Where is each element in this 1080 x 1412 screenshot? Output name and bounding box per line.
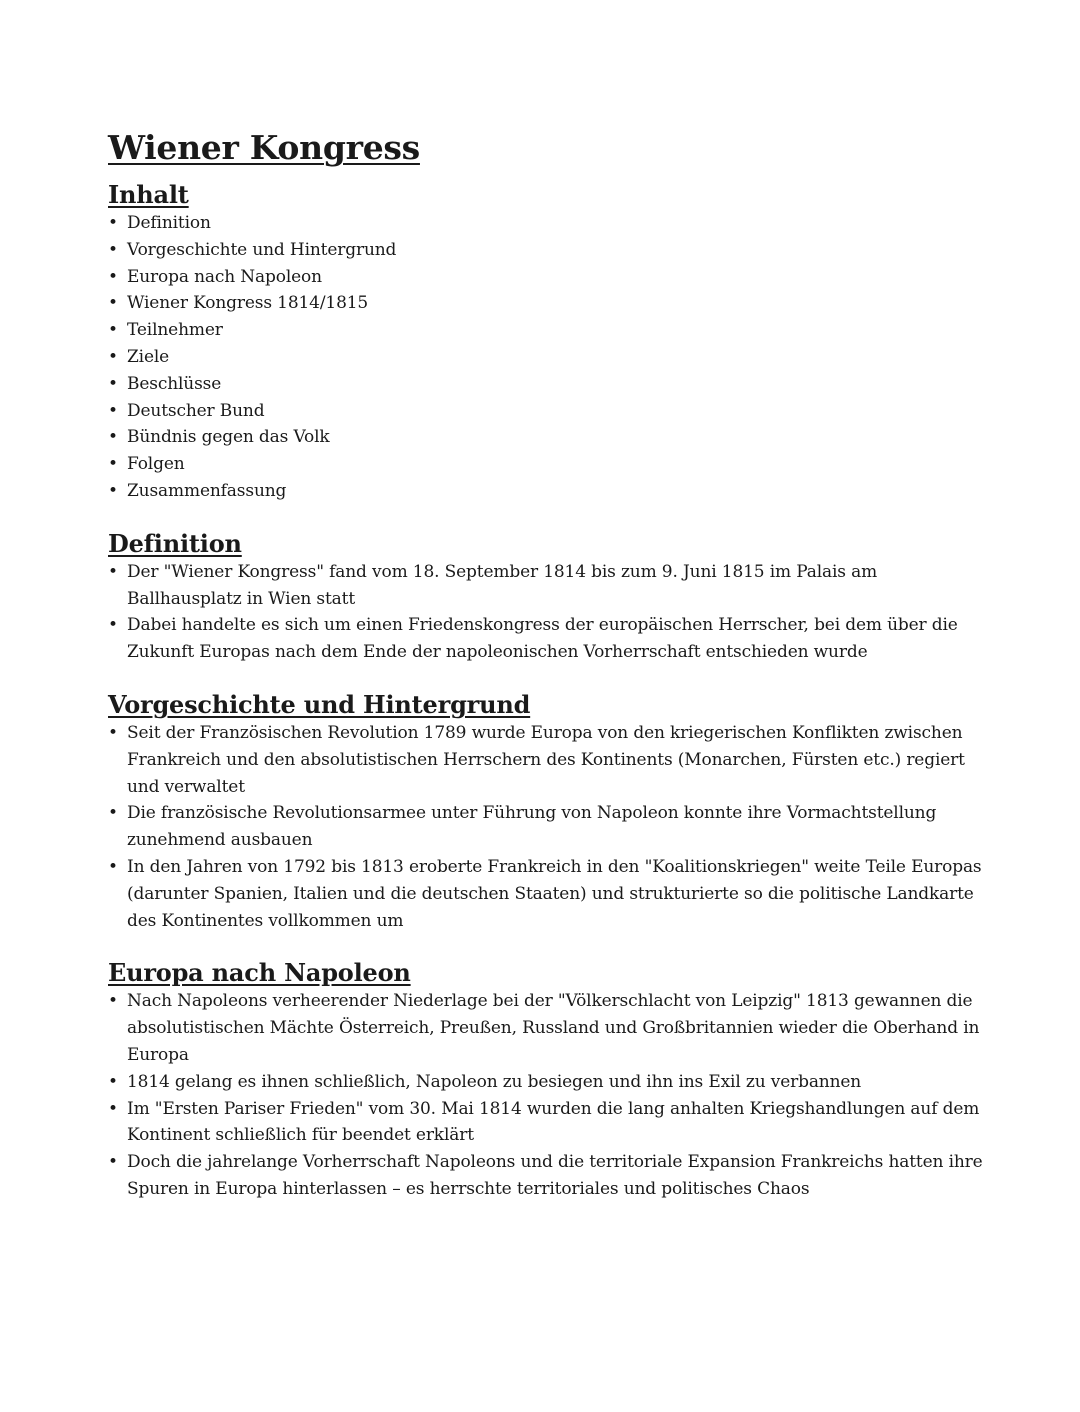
section-vorgeschichte	[108, 690, 988, 934]
section-heading: Vorgeschichte und Hintergrund	[108, 689, 531, 719]
bullet-list	[108, 559, 988, 666]
list-item: • Folgen	[108, 451, 988, 478]
list-item: • Europa nach Napoleon	[108, 264, 988, 291]
section-definition	[108, 529, 988, 666]
list-item: • Vorgeschichte und Hintergrund	[108, 237, 988, 264]
list-item: • Doch die jahrelange Vorherrschaft Napoleons und die territoriale Expansion Frankreichs hatten ihre Spuren in Europa hinterlassen – es herrschte territoriales und politisches Chaos	[108, 1149, 988, 1203]
section-europa-nach-napoleon	[108, 958, 988, 1202]
list-item: • Bündnis gegen das Volk	[108, 424, 988, 451]
bullet-list	[108, 988, 988, 1202]
document-title: Wiener Kongress	[108, 128, 420, 167]
list-item: • Wiener Kongress 1814/1815	[108, 290, 988, 317]
list-item: • Der "Wiener Kongress" fand vom 18. September 1814 bis zum 9. Juni 1815 im Palais am Ballhausplatz in Wien statt	[108, 559, 988, 613]
list-item: • Seit der Französischen Revolution 1789 wurde Europa von den kriegerischen Konflikten zwischen Frankreich und den absolutistischen Herrschern des Kontinents (Monarchen, Fürsten etc.) regiert und verwaltet	[108, 720, 988, 800]
list-item: • Dabei handelte es sich um einen Friedenskongress der europäischen Herrscher, bei dem über die Zukunft Europas nach dem Ende der napoleonischen Vorherrschaft entschieden wurde	[108, 612, 988, 666]
list-item: • In den Jahren von 1792 bis 1813 eroberte Frankreich in den "Koalitionskriegen" weite Teile Europas (darunter Spanien, Italien und die deutschen Staaten) und strukturierte so die politische Landkarte des Kontinentes vollkommen um	[108, 854, 988, 934]
list-item: • 1814 gelang es ihnen schließlich, Napoleon zu besiegen und ihn ins Exil zu verbannen	[108, 1069, 988, 1096]
section-inhalt	[108, 180, 988, 505]
section-heading: Inhalt	[108, 180, 189, 209]
document-page	[108, 126, 988, 1203]
list-item: • Beschlüsse	[108, 371, 988, 398]
list-item: • Deutscher Bund	[108, 398, 988, 425]
list-item: • Definition	[108, 210, 988, 237]
section-heading: Europa nach Napoleon	[108, 958, 411, 988]
list-item: • Im "Ersten Pariser Frieden" vom 30. Mai 1814 wurden die lang anhalten Kriegshandlungen auf dem Kontinent schließlich für beendet erklärt	[108, 1096, 988, 1150]
bullet-list	[108, 720, 988, 934]
section-heading: Definition	[108, 528, 242, 558]
list-item: • Nach Napoleons verheerender Niederlage bei der "Völkerschlacht von Leipzig" 1813 gewannen die absolutistischen Mächte Österreich, Preußen, Russland und Großbritannien wieder die Oberhand in Europa	[108, 988, 988, 1068]
list-item: • Zusammenfassung	[108, 478, 988, 505]
list-item: • Ziele	[108, 344, 988, 371]
table-of-contents-list	[108, 210, 988, 505]
list-item: • Teilnehmer	[108, 317, 988, 344]
list-item: • Die französische Revolutionsarmee unter Führung von Napoleon konnte ihre Vormachtstellung zunehmend ausbauen	[108, 800, 988, 854]
